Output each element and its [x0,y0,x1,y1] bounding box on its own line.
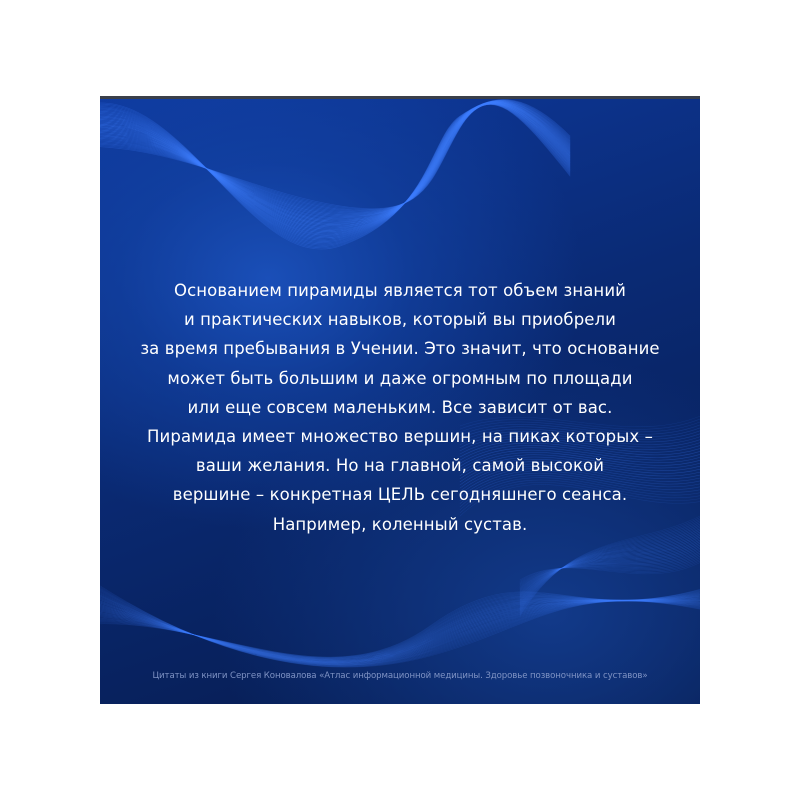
source-caption: Цитаты из книги Сергея Коновалова «Атлас информационной медицины. Здоровье позвоночника и суставов» [152,671,648,681]
quote-card [100,96,700,704]
wave-line [100,596,700,661]
quote-line: или еще совсем маленьким. Все зависит от вас. [187,397,613,417]
wave-line [100,595,700,661]
quote-text [100,276,700,539]
wave-line [100,101,570,242]
wave-line [100,103,570,220]
upper-wave-ribbon [100,100,570,249]
wave-line [100,102,570,230]
quote-line: может быть большим и даже огромным по площади [167,368,633,388]
wave-line [100,102,570,228]
wave-line [100,103,570,217]
lower-wave-ribbon [100,566,700,667]
wave-line [100,104,570,216]
wave-line [100,101,570,238]
wave-line [100,101,570,239]
quote-line: за время пребывания в Учении. Это значит, что основание [140,339,660,359]
quote-line: ваши желания. Но на главной, самой высокой [195,456,605,476]
quote-line: Например, коленный сустав. [272,514,528,534]
wave-line [100,103,570,221]
wave-line [100,594,700,661]
wave-line [100,104,570,215]
quote-line: Основанием пирамиды является тот объем знаний [174,281,626,300]
wave-line [100,101,570,240]
wave-line [100,104,570,213]
wave-line [100,103,570,219]
quote-line: Пирамида имеет множество вершин, на пиках которых – [147,427,653,447]
wave-line [100,104,570,217]
wave-line [100,104,570,214]
wave-line [100,103,570,222]
quote-line: и практических навыков, который вы приобрели [183,310,617,330]
quote-line: вершине – конкретная ЦЕЛЬ сегодняшнего сеанса. [172,485,628,505]
wave-line [100,102,570,229]
